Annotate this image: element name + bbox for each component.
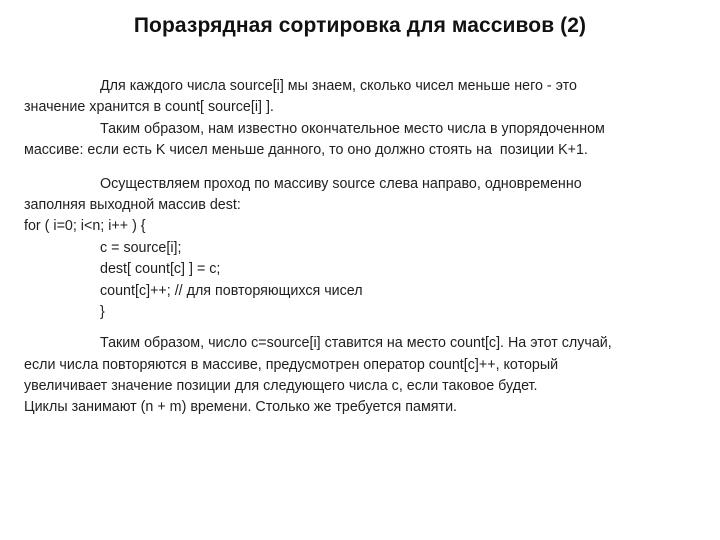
text-line: Циклы занимают (n + m) времени. Столько же требуется памяти. xyxy=(24,399,458,416)
spacer xyxy=(24,162,704,174)
text-line: увеличивает значение позиции для следующего числа с, если таковое будет. xyxy=(24,378,538,395)
code-line: dest[ count[c] ] = c; xyxy=(100,261,221,278)
paragraph-3 xyxy=(24,333,704,419)
slide-title: Поразрядная сортировка для массивов (2) xyxy=(133,14,587,37)
slide-body xyxy=(24,76,704,419)
paragraph-2 xyxy=(24,174,704,217)
text-line: Таким образом, нам известно окончательное место числа в упорядоченном xyxy=(100,120,605,137)
code-line: count[c]++; // для повторяющихся чисел xyxy=(100,282,363,299)
text-line: Для каждого числа source[i] мы знаем, сколько чисел меньше него - это xyxy=(100,78,577,94)
text-line: если числа повторяются в массиве, предусмотрен оператор count[c]++, который xyxy=(24,356,559,373)
paragraph-1 xyxy=(24,76,704,162)
text-line: значение хранится в count[ source[i] ]. xyxy=(24,99,274,116)
text-line: Осуществляем проход по массиву source слева направо, одновременно xyxy=(100,175,582,192)
text-line: Таким образом, число c=source[i] ставится на место count[c]. На этот случай, xyxy=(100,335,612,352)
code-block xyxy=(24,216,704,323)
text-line: заполняя выходной массив dest: xyxy=(24,196,241,213)
code-line: } xyxy=(100,303,105,320)
spacer xyxy=(24,323,704,333)
text-line: массиве: если есть K чисел меньше данного, то оно должно стоять на позиции K+1. xyxy=(24,142,588,159)
code-line: for ( i=0; i<n; i++ ) { xyxy=(24,218,146,235)
code-line: c = source[i]; xyxy=(100,239,182,256)
